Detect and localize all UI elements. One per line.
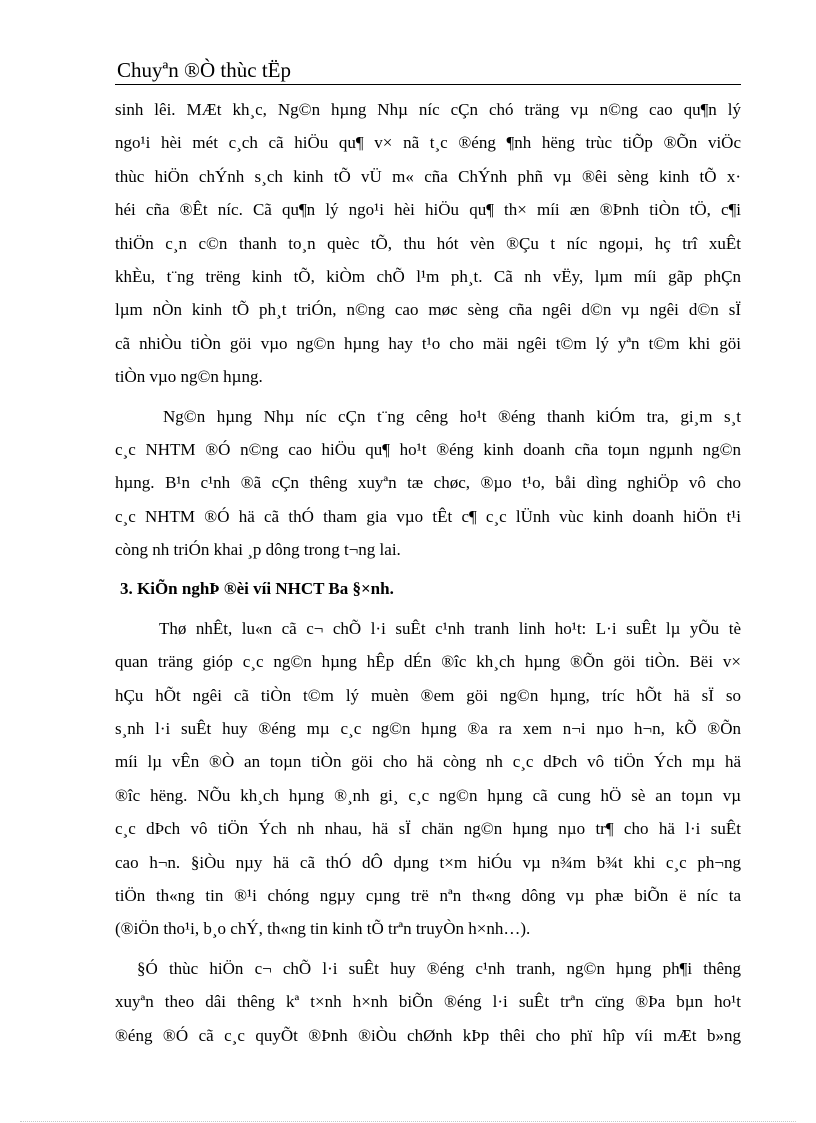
page-bottom-edge [20, 1121, 796, 1122]
text-line: Thø nhÊt, lu«n cã c¬ chÕ l·i suÊt c¹nh tranh linh ho¹t: L·i suÊt lµ yÕu tè [159, 618, 741, 638]
text-line: cao h¬n. §iÒu nµy hä cã thÓ dÔ dµng t×m hiÓu vµ n¾m b¾t khi c¸c ph¬ng [115, 852, 741, 872]
text-line: cã nhiÒu tiÒn göi vµo ng©n hµng hay t¹o cho mäi ngêi t©m lý yªn t©m khi göi [115, 333, 741, 353]
text-line: quan träng gióp c¸c ng©n hµng hÊp dÉn ®îc kh¸ch hµng ®Õn göi tiÒn. Bëi v× [115, 652, 741, 672]
text-line: §Ó thùc hiÖn c¬ chÕ l·i suÊt huy ®éng c¹nh tranh, ng©n hµng ph¶i thêng [137, 958, 741, 978]
text-line: sinh lêi. MÆt kh¸c, Ng©n hµng Nhµ níc cÇn chó träng vµ n©ng cao qu¶n lý [115, 100, 741, 119]
body-text [115, 93, 741, 1052]
text-line: thiÖn c¸n c©n thanh to¸n quèc tÕ, thu hót vèn ®Çu t níc ngoµi, hç trî xuÊt [115, 233, 741, 253]
header-divider [115, 84, 741, 85]
text-line: ®éng ®Ó cã c¸c quyÕt ®Þnh ®iÒu chØnh kÞp thêi cho phï hîp víi mÆt b»ng [115, 1025, 741, 1045]
text-line: héi cña ®Êt níc. Cã qu¶n lý ngo¹i hèi hiÖu qu¶ th× míi æn ®Þnh tiÒn tÖ, c¶i [115, 200, 741, 220]
text-line: tiÒn vµo ng©n hµng. [115, 367, 263, 387]
text-line: khÈu, t¨ng trëng kinh tÕ, kiÒm chÕ l¹m ph¸t. Cã nh vËy, lµm míi gãp phÇn [115, 266, 741, 286]
text-line: còng nh triÓn khai ¸p dông trong t¬ng lai. [115, 540, 401, 560]
text-line: c¸c dÞch vô tiÖn Ých nh nhau, hä sÏ chän ng©n hµng nµo tr¶ cho hä l·i suÊt [115, 819, 741, 839]
text-line: xuyªn theo dâi thêng kª t×nh h×nh biÕn ®éng l·i suÊt trªn cïng ®Þa bµn ho¹t [115, 992, 741, 1012]
text-line: míi lµ vÊn ®Ò an toµn tiÒn göi cho hä còng nh c¸c dÞch vô tiÖn Ých mµ hä [115, 752, 741, 772]
paragraph-3 [115, 612, 741, 946]
text-line: (®iÖn tho¹i, b¸o chÝ, th«ng tin kinh tÕ trªn truyÒn h×nh…). [115, 919, 531, 939]
text-line: c¸c NHTM ®Ó hä cã thÓ tham gia vµo tÊt c¶ c¸c lÜnh vùc kinh doanh hiÖn t¹i [115, 506, 741, 526]
text-line: hµng. B¹n c¹nh ®ã cÇn thêng xuyªn tæ chøc, ®µo t¹o, båi dìng nghiÖp vô cho [115, 473, 741, 493]
paragraph-2 [115, 400, 741, 567]
paragraph-1 [115, 93, 741, 394]
text-line: c¸c NHTM ®Ó n©ng cao hiÖu qu¶ ho¹t ®éng kinh doanh cña toµn ngµnh ng©n [115, 439, 741, 459]
text-line: hÇu hÕt ngêi cã tiÒn t©m lý muèn ®em göi ng©n hµng, tríc hÕt hä sÏ so [115, 685, 741, 705]
text-line: tiÖn th«ng tin ®¹i chóng ngµy cµng trë nªn th«ng dông vµ phæ biÕn ë níc ta [115, 885, 741, 905]
section-heading: 3. KiÕn nghÞ ®èi víi NHCT Ba §×nh. [120, 579, 394, 599]
text-line: thùc hiÖn chÝnh s¸ch kinh tÕ vÜ m« cña ChÝnh phñ vµ ®êi sèng kinh tÕ x· [115, 166, 741, 186]
paragraph-4 [115, 952, 741, 1052]
running-header-title: Chuyªn ®Ò thùc tËp [117, 58, 291, 82]
text-line: lµm nÒn kinh tÕ ph¸t triÓn, n©ng cao møc sèng cña ngêi d©n vµ ngêi d©n sÏ [115, 300, 741, 320]
text-line: ®îc hëng. NÕu kh¸ch hµng ®¸nh gi¸ c¸c ng©n hµng cã cung hÖ sè an toµn vµ [115, 785, 741, 805]
text-line: ngo¹i hèi mét c¸ch cã hiÖu qu¶ v× nã t¸c ®éng ¶nh hëng trùc tiÕp ®Õn viÖc [115, 133, 741, 153]
text-line: s¸nh l·i suÊt huy ®éng mµ c¸c ng©n hµng ®a ra xem n¬i nµo h¬n, kÕ ®Õn [115, 719, 741, 739]
text-line: Ng©n hµng Nhµ níc cÇn t¨ng cêng ho¹t ®éng thanh kiÓm tra, gi¸m s¸t [163, 406, 741, 426]
